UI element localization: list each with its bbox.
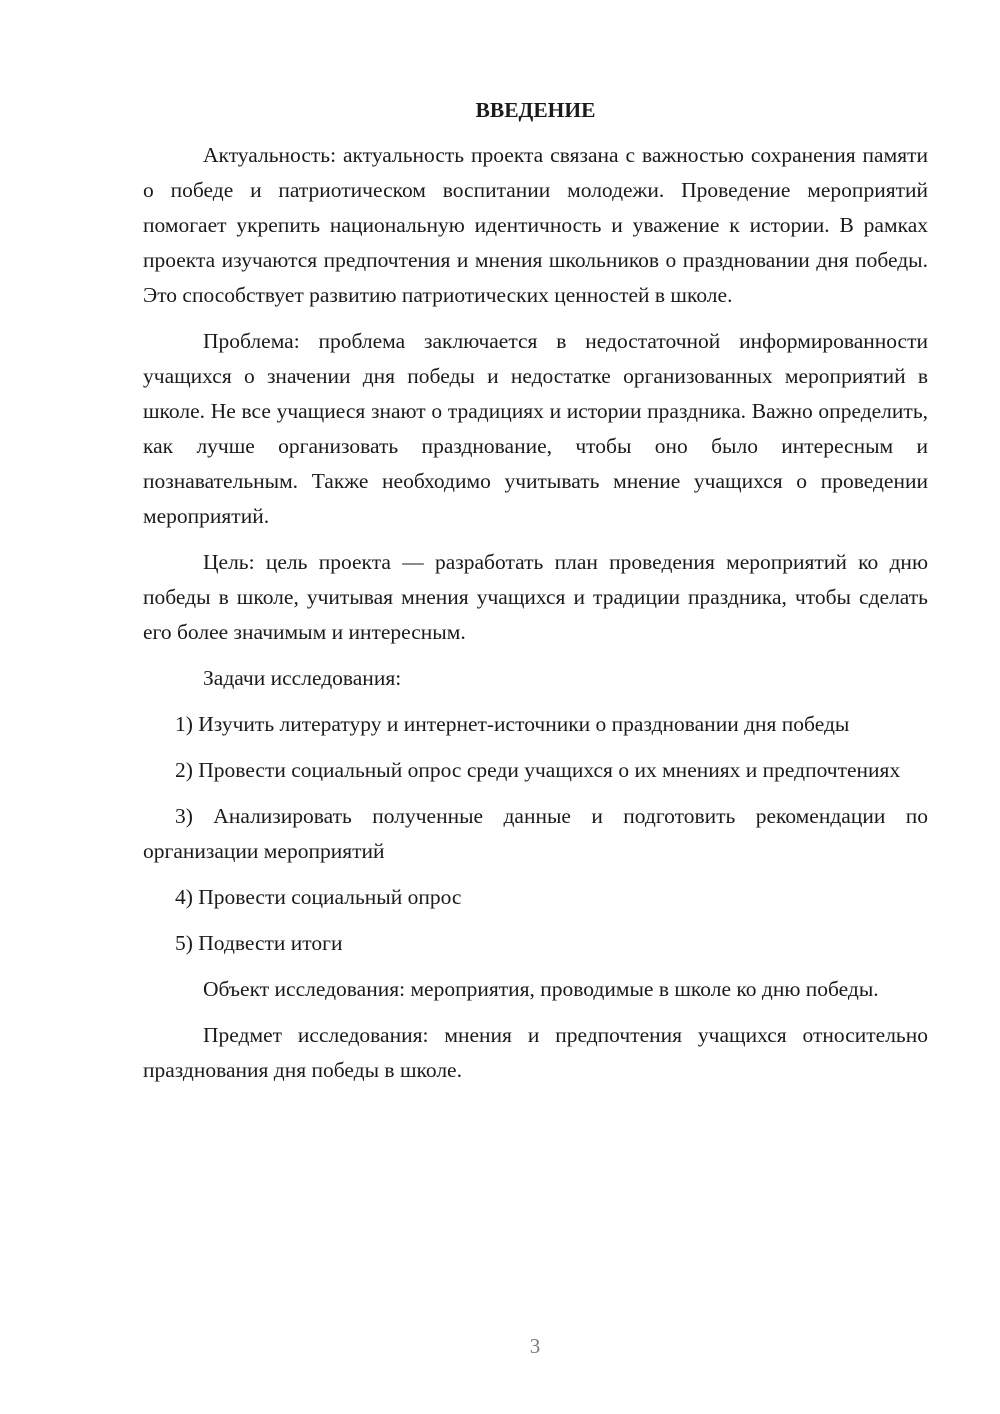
subject-paragraph: Предмет исследования: мнения и предпочтения учащихся относительно празднования дня победы в школе. [143,1023,928,1082]
page-title: ВВЕДЕНИЕ [475,98,596,122]
task-item-1: 1) Изучить литературу и интернет-источники о праздновании дня победы [175,712,850,736]
task-item-2: 2) Провести социальный опрос среди учащихся о их мнениях и предпочтениях [175,758,901,782]
problem-paragraph: Проблема: проблема заключается в недостаточной информированности учащихся о значении дня победы и недостатке организованных мероприятий в школе. Не все учащиеся знают о традициях и истории праздника. Важно определить, как лучше организовать празднование, чтобы оно было интересным и познавательным. Также необходимо учитывать мнение учащихся о проведении мероприятий. [143,329,928,528]
tasks-heading: Задачи исследования: [203,666,402,690]
object-paragraph: Объект исследования: мероприятия, проводимые в школе ко дню победы. [203,977,879,1001]
page-number: 3 [529,1334,541,1358]
goal-paragraph: Цель: цель проекта — разработать план проведения мероприятий ко дню победы в школе, учитывая мнения учащихся и традиции праздника, чтобы сделать его более значимым и интересным. [143,550,928,644]
task-item-5: 5) Подвести итоги [175,931,343,955]
relevance-paragraph: Актуальность: актуальность проекта связана с важностью сохранения памяти о победе и патриотическом воспитании молодежи. Проведение мероприятий помогает укрепить национальную идентичность и уважение к истории. В рамках проекта изучаются предпочтения и мнения школьников о праздновании дня победы. Это способствует развитию патриотических ценностей в школе. [143,143,928,307]
task-item-3: 3) Анализировать полученные данные и подготовить рекомендации по организации мероприятий [143,804,928,863]
task-item-4: 4) Провести социальный опрос [175,885,462,909]
document-page [143,93,928,1099]
